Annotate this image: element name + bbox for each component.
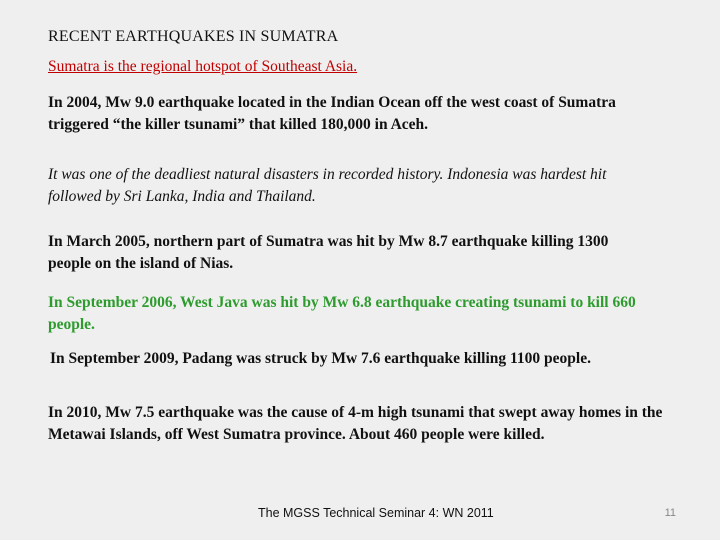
paragraph-2006-west-java: In September 2006, West Java was hit by Mw 6.8 earthquake creating tsunami to kill 660 people. xyxy=(48,294,636,333)
paragraph-2005-nias: In March 2005, northern part of Sumatra was hit by Mw 8.7 earthquake killing 1300 people on the island of Nias. xyxy=(48,233,609,272)
paragraph-2010-metawai: In 2010, Mw 7.5 earthquake was the cause of 4-m high tsunami that swept away homes in the Metawai Islands, off West Sumatra province. About 460 people were killed. xyxy=(48,404,663,443)
slide-footer: The MGSS Technical Seminar 4: WN 2011 xyxy=(258,506,494,520)
page-number: 11 xyxy=(664,507,676,519)
slide-title: RECENT EARTHQUAKES IN SUMATRA xyxy=(48,28,339,45)
slide-subtitle: Sumatra is the regional hotspot of Southeast Asia. xyxy=(48,58,358,75)
paragraph-2009-padang: In September 2009, Padang was struck by Mw 7.6 earthquake killing 1100 people. xyxy=(50,350,591,367)
paragraph-deadliest-disaster: It was one of the deadliest natural disasters in recorded history. Indonesia was hardest hit followed by Sri Lanka, India and Thailand. xyxy=(48,166,607,205)
paragraph-2004-tsunami: In 2004, Mw 9.0 earthquake located in the Indian Ocean off the west coast of Sumatra triggered “the killer tsunami” that killed 180,000 in Aceh. xyxy=(48,94,616,133)
